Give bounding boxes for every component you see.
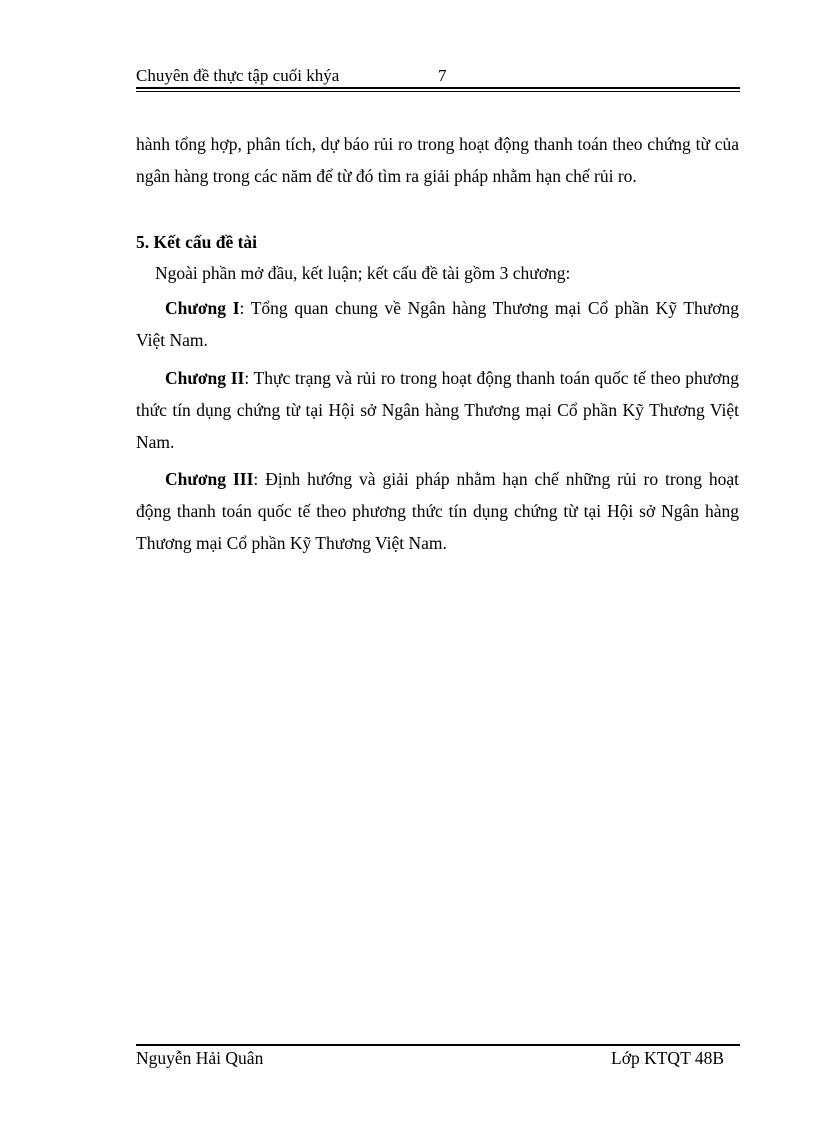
chapter-3-text: : Định hướng và giải pháp nhằm hạn chế những rủi ro trong hoạt động thanh toán quốc tế theo phương thức tín dụng chứng từ tại Hội sở Ngân hàng Thương mại Cổ phần Kỹ Thương Việt Nam. (136, 469, 739, 553)
footer-class: Lớp KTQT 48B (611, 1048, 724, 1068)
footer-author: Nguyễn Hải Quân (136, 1048, 264, 1068)
chapter-3-label: Chương III (165, 469, 254, 489)
intro-paragraph: Ngoài phần mở đầu, kết luận; kết cấu đề tài gồm 3 chương: (155, 263, 571, 283)
chapter-2-text: : Thực trạng và rủi ro trong hoạt động thanh toán quốc tế theo phương thức tín dụng chứng từ tại Hội sở Ngân hàng Thương mại Cổ phần Kỹ Thương Việt Nam. (136, 368, 739, 452)
footer-rule (136, 1044, 740, 1046)
chapter-3-paragraph (136, 463, 739, 559)
section-heading: 5. Kết cấu đề tài (136, 232, 258, 252)
chapter-2-label: Chương II (165, 368, 245, 388)
header-rule (136, 87, 740, 89)
chapter-1-text: : Tổng quan chung về Ngân hàng Thương mại Cổ phần Kỹ Thương Việt Nam. (136, 298, 739, 350)
chapter-1-label: Chương I (165, 298, 240, 318)
chapter-2-paragraph (136, 362, 739, 458)
page-number: 7 (438, 66, 447, 85)
body-paragraph: hành tổng hợp, phân tích, dự báo rủi ro trong hoạt động thanh toán theo chứng từ của ngân hàng trong các năm để từ đó tìm ra giải pháp nhằm hạn chế rủi ro. (136, 134, 739, 186)
header-title: Chuyên đề thực tập cuối khýa (136, 66, 340, 85)
page-footer (136, 1048, 740, 1074)
header-rule-thin (136, 91, 740, 92)
chapter-1-paragraph (136, 292, 739, 356)
